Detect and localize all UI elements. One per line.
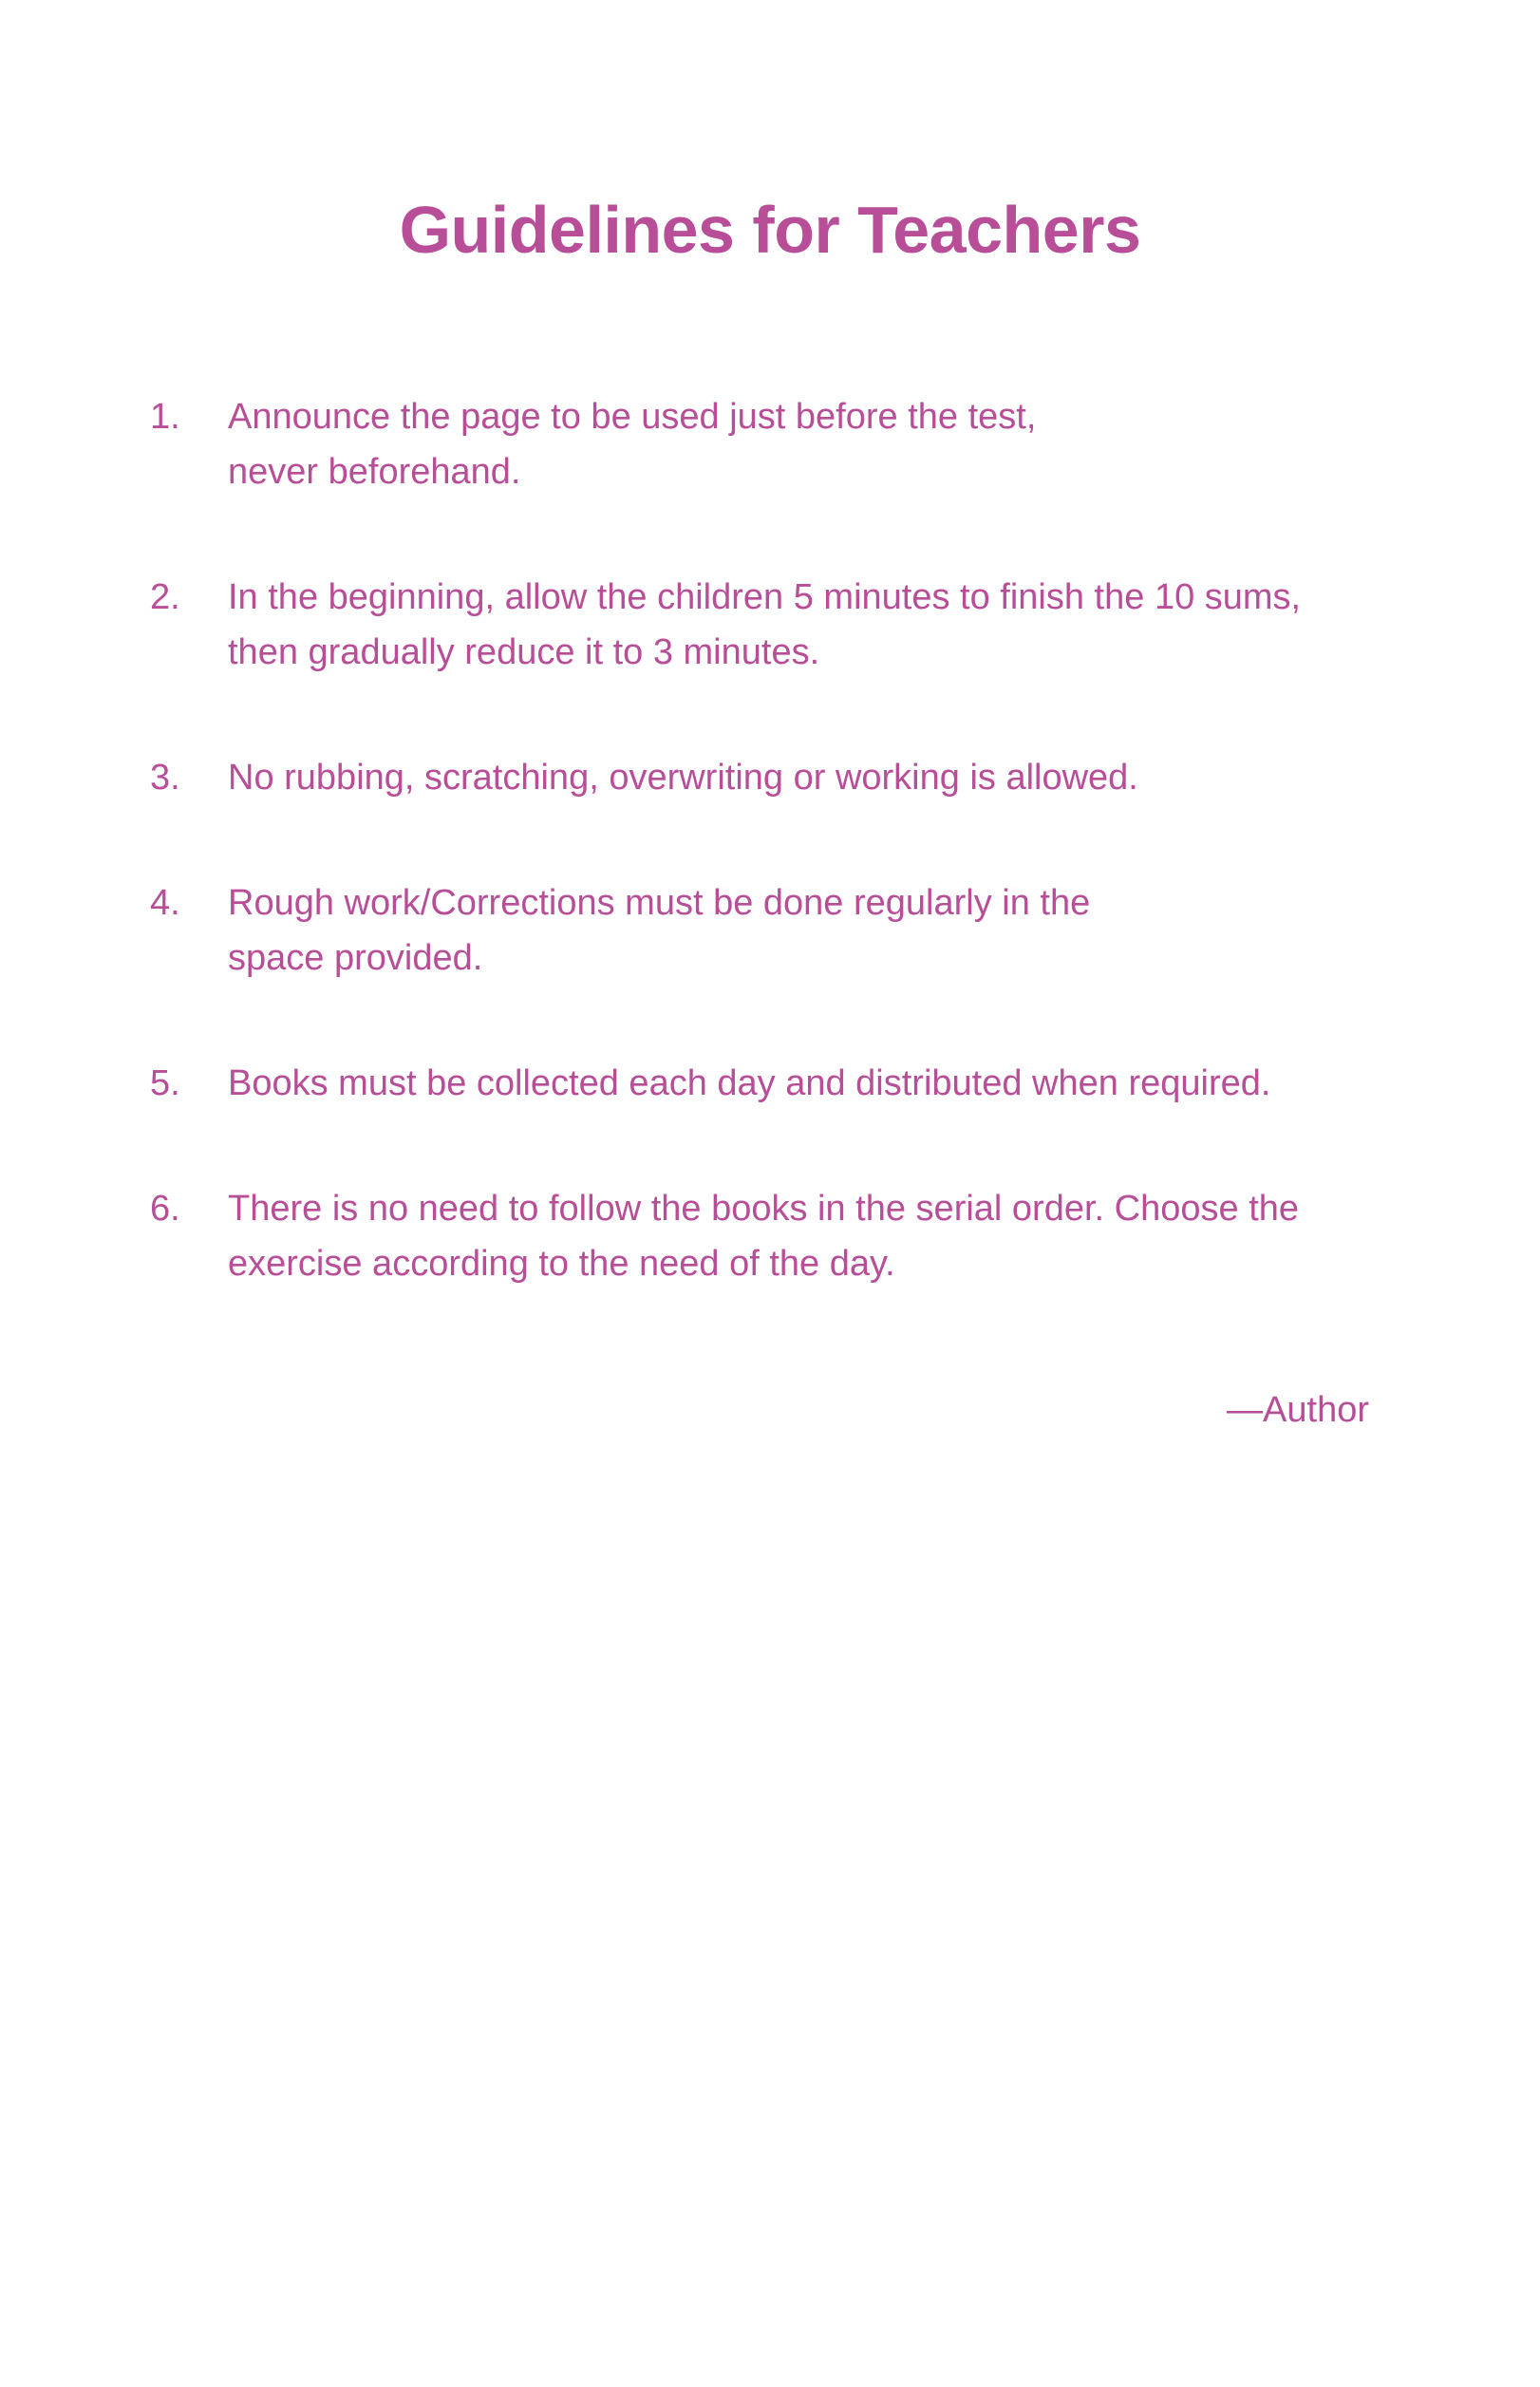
guidelines-list bbox=[150, 389, 1384, 1362]
guideline-item bbox=[150, 389, 1384, 499]
guideline-text bbox=[228, 875, 1386, 986]
guideline-line: No rubbing, scratching, overwriting or working is allowed. bbox=[228, 758, 1138, 798]
guideline-text bbox=[228, 389, 1386, 499]
guideline-item bbox=[150, 1056, 1384, 1111]
guideline-text bbox=[228, 1181, 1386, 1291]
guideline-line: Announce the page to be used just before the test, bbox=[228, 397, 1037, 437]
guideline-text bbox=[228, 750, 1386, 805]
guideline-number: 3. bbox=[150, 758, 180, 798]
guideline-text bbox=[228, 570, 1386, 680]
guideline-line: Books must be collected each day and distributed when required. bbox=[228, 1063, 1271, 1103]
guideline-item bbox=[150, 1181, 1384, 1291]
guideline-text bbox=[228, 1056, 1386, 1111]
guideline-line: exercise according to the need of the day. bbox=[228, 1244, 895, 1284]
guideline-line: never beforehand. bbox=[228, 452, 521, 492]
guideline-number: 4. bbox=[150, 883, 180, 923]
guideline-number: 6. bbox=[150, 1189, 180, 1229]
author-signature: —Author bbox=[1227, 1390, 1369, 1430]
guideline-item bbox=[150, 570, 1384, 680]
guideline-line: Rough work/Corrections must be done regularly in the bbox=[228, 883, 1091, 923]
guideline-number: 2. bbox=[150, 577, 180, 617]
guideline-line: In the beginning, allow the children 5 minutes to finish the 10 sums, bbox=[228, 577, 1302, 617]
guideline-number: 1. bbox=[150, 397, 180, 437]
guideline-item bbox=[150, 875, 1384, 986]
guideline-number: 5. bbox=[150, 1063, 180, 1103]
guideline-item bbox=[150, 750, 1384, 805]
page-title: Guidelines for Teachers bbox=[399, 193, 1141, 267]
guideline-line: space provided. bbox=[228, 938, 483, 978]
guideline-line: There is no need to follow the books in the serial order. Choose the bbox=[228, 1189, 1300, 1229]
guideline-line: then gradually reduce it to 3 minutes. bbox=[228, 632, 820, 672]
